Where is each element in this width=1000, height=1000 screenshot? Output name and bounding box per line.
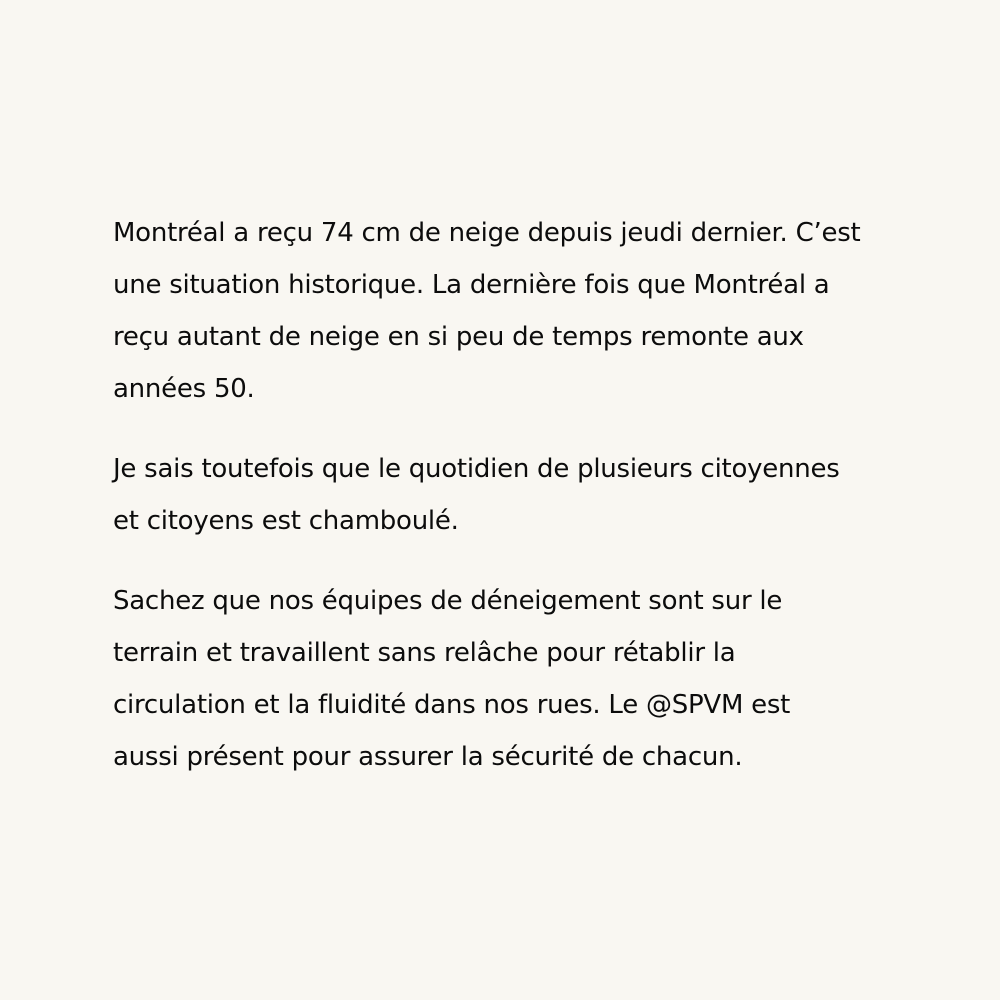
statement-text (113, 207, 903, 783)
text-line: circulation et la fluidité dans nos rues. Le @SPVM est (113, 690, 791, 720)
paragraph-3 (113, 575, 903, 783)
paragraph-2 (113, 443, 903, 547)
text-line: aussi présent pour assurer la sécurité de chacun. (113, 742, 743, 772)
paragraph-spacer (113, 415, 903, 443)
text-line: une situation historique. La dernière fois que Montréal a (113, 270, 830, 300)
text-line: terrain et travaillent sans relâche pour rétablir la (113, 638, 736, 668)
paragraph-spacer (113, 547, 903, 575)
text-line: Montréal a reçu 74 cm de neige depuis jeudi dernier. C’est (113, 218, 861, 248)
text-line: années 50. (113, 374, 255, 404)
paragraph-1 (113, 207, 903, 415)
text-line: Je sais toutefois que le quotidien de plusieurs citoyennes (113, 454, 840, 484)
text-line: Sachez que nos équipes de déneigement sont sur le (113, 586, 783, 616)
text-line: reçu autant de neige en si peu de temps remonte aux (113, 322, 804, 352)
text-line: et citoyens est chamboulé. (113, 506, 459, 536)
